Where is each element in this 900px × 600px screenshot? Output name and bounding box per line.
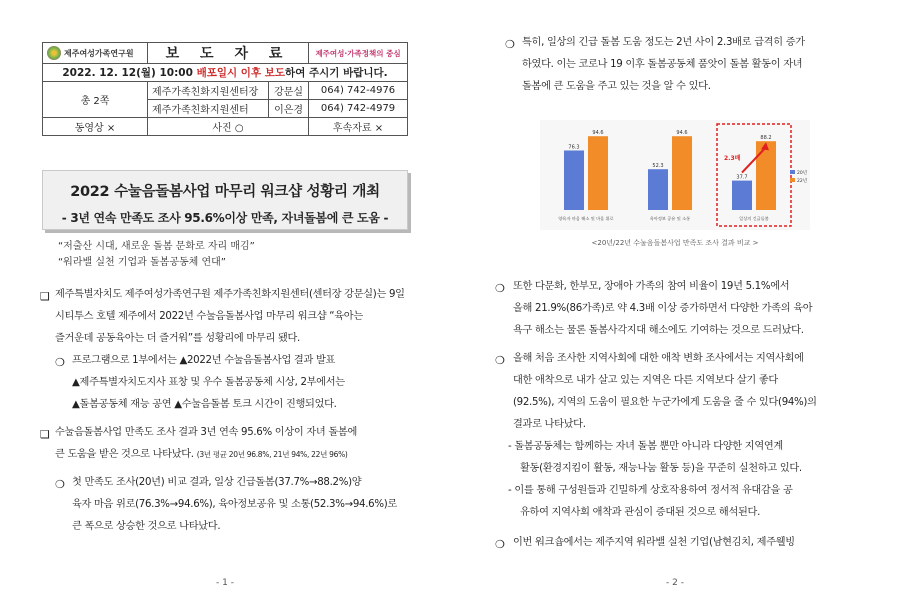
chart-caption: <20년/22년 수눌음돌봄사업 만족도 조사 결과 비교 > [591,239,759,247]
body-paragraph-7: 올해 처음 조사한 지역사회에 대한 애착 변화 조사에서는 지역사회에 대한 애착으로 내가 살고 있는 지역은 다른 지역보다 살기 좋다 (92.5%), 지역의 도움이 필요한 누군가에게 도움을 줄 수 있다(94%)의 결과로 나타났다. [513,353,817,430]
category-label: 육아정보 공유 및 소통 [649,216,691,221]
page-2 [450,0,900,600]
body-paragraph-6: 또한 다문화, 한부모, 장애아 가족의 참여 비율이 19년 5.1%에서 올해 21.9%(86가족)로 약 4.3배 이상 증가하면서 다양한 가족의 육아 욕구 해소는 물론 돌봄사각지대 해소에도 기여하는 것으로 드러났다. [513,281,813,336]
body-paragraph-9: 이번 워크숍에서는 제주지역 워라밸 실천 기업(남현김치, 제주웰빙 [513,537,795,548]
bar-value-label: 88.2 [760,135,772,142]
press-release-header [42,42,408,136]
square-bullet-icon: ❑ [40,428,50,441]
quote-1: “저출산 시대, 새로운 돌봄 문화로 자리 매김” [58,241,255,252]
category-label: 일상의 긴급돌봄 [739,216,769,221]
contact2-name: 이은경 [269,100,309,118]
circle-bullet-icon: ❍ [495,354,505,367]
bar-20년-2 [732,181,752,210]
chart-svg [540,120,810,230]
circle-bullet-icon: ❍ [55,478,65,491]
total-pages: 총 2쪽 [43,82,148,118]
satisfaction-chart [540,120,810,230]
release-date: 2022. 12. 12(월) 10:00 배포일시 이후 보도하여 주시기 바랍니다. [43,64,408,82]
bar-value-label: 37.7 [736,174,748,181]
quote-2: “워라밸 실천 기업과 돌봄공동체 연대” [58,257,226,268]
bar-value-label: 94.6 [676,130,688,137]
legend-swatch-22년 [790,178,795,182]
contact2-phone: 064) 742-4979 [309,100,408,118]
bar-22년-2 [756,141,776,210]
bar-20년-1 [648,169,668,210]
followup-flag: 후속자료 × [309,118,408,136]
org-logo-icon [47,46,61,60]
org-name: 제주여성가족연구원 [64,48,134,58]
org-tagline: 제주여성·가족정책의 중심 [309,43,408,64]
legend-swatch-20년 [790,170,795,174]
bar-22년-1 [672,136,692,210]
bar-value-label: 94.6 [592,130,604,137]
contact1-phone: 064) 742-4976 [309,82,408,100]
category-label: 양육자 마음 해소 및 마음 위로 [558,216,614,221]
press-title: 보 도 자 료 [148,43,309,64]
video-flag: 동영상 × [43,118,148,136]
contact1-org: 제주가족친화지원센터장 [148,82,269,100]
body-paragraph-4: 첫 만족도 조사(20년) 비교 결과, 일상 긴급돌봄(37.7%→88.2%)양 육자 마음 위로(76.3%→94.6%), 육아정보공유 및 소통(52.3%→94.6%)로 큰 폭으로 상승한 것으로 나타났다. [72,477,397,532]
circle-bullet-icon: ❍ [495,282,505,295]
circle-bullet-icon: ❍ [55,356,65,369]
square-bullet-icon: ❑ [40,290,50,303]
body-paragraph-1: 제주특별자치도 제주여성가족연구원 제주가족친화지원센터(센터장 강문실)는 9일 시티투스 호텔 제주에서 2022년 수눌음돌봄사업 마무리 워크샵 “육아는 즐거운데 공동육아는 더 즐거워”를 성황리에 마무리 됐다. [55,289,405,344]
photo-flag: 사진 ○ [148,118,309,136]
headline-box [42,170,408,230]
body-paragraph-5: 특히, 일상의 긴급 돌봄 도움 정도는 2년 사이 2.3배로 급격히 증가 하였다. 이는 코로나 19 이후 돌봄공동체 품앗이 돌봄 활동이 자녀 돌봄에 큰 도움을 주고 있는 것을 알 수 있다. [522,37,805,92]
legend-label: 20년 [797,171,808,176]
circle-bullet-icon: ❍ [495,538,505,551]
page-number: - 2 - [666,578,684,588]
bar-value-label: 52.3 [652,163,664,170]
contact2-org: 제주가족친화지원센터 [148,100,269,118]
body-paragraph-2: 프로그램으로 1부에서는 ▲2022년 수눌음돌봄사업 결과 발표 ▲제주특별자치도지사 표창 및 우수 돌봄공동체 시상, 2부에서는 ▲돌봄공동체 재능 공연 ▲수눌음돌봄 토크 시간이 진행되었다. [72,355,345,410]
highlight-box [717,124,791,226]
headline-sub: - 3년 연속 만족도 조사 95.6%이상 만족, 자녀돌봄에 큰 도움 - [61,211,389,225]
body-paragraph-3: 수눌음돌봄사업 만족도 조사 결과 3년 연속 95.6% 이상이 자녀 돌봄에 큰 도움을 받은 것으로 나타났다. (3년 평균 20년 96.8%, 21년 94%, 22년 96%) [55,427,358,460]
growth-annotation: 2.3배 [724,155,741,162]
bar-value-label: 76.3 [568,144,580,151]
legend-label: 22년 [797,179,808,184]
org-logo-cell [43,43,148,64]
circle-bullet-icon: ❍ [505,38,515,51]
page-number: - 1 - [216,578,234,588]
bar-22년-0 [588,136,608,210]
headline-main: 2022 수눌음돌봄사업 마무리 워크샵 성황리 개최 [70,184,380,200]
contact1-name: 강문실 [269,82,309,100]
bar-20년-0 [564,150,584,210]
body-paragraph-8: - 돌봄공동체는 함께하는 자녀 돌봄 뿐만 아니라 다양한 지역연계 활동(환경지킴이 활동, 재능나눔 활동 등)을 꾸준히 실천하고 있다. - 이를 통해 구성원들과 긴밀하게 상호작용하여 정서적 유대감을 공 유하여 지역사회 애착과 관심이 증대된 것으로 해석된다. [508,441,802,518]
